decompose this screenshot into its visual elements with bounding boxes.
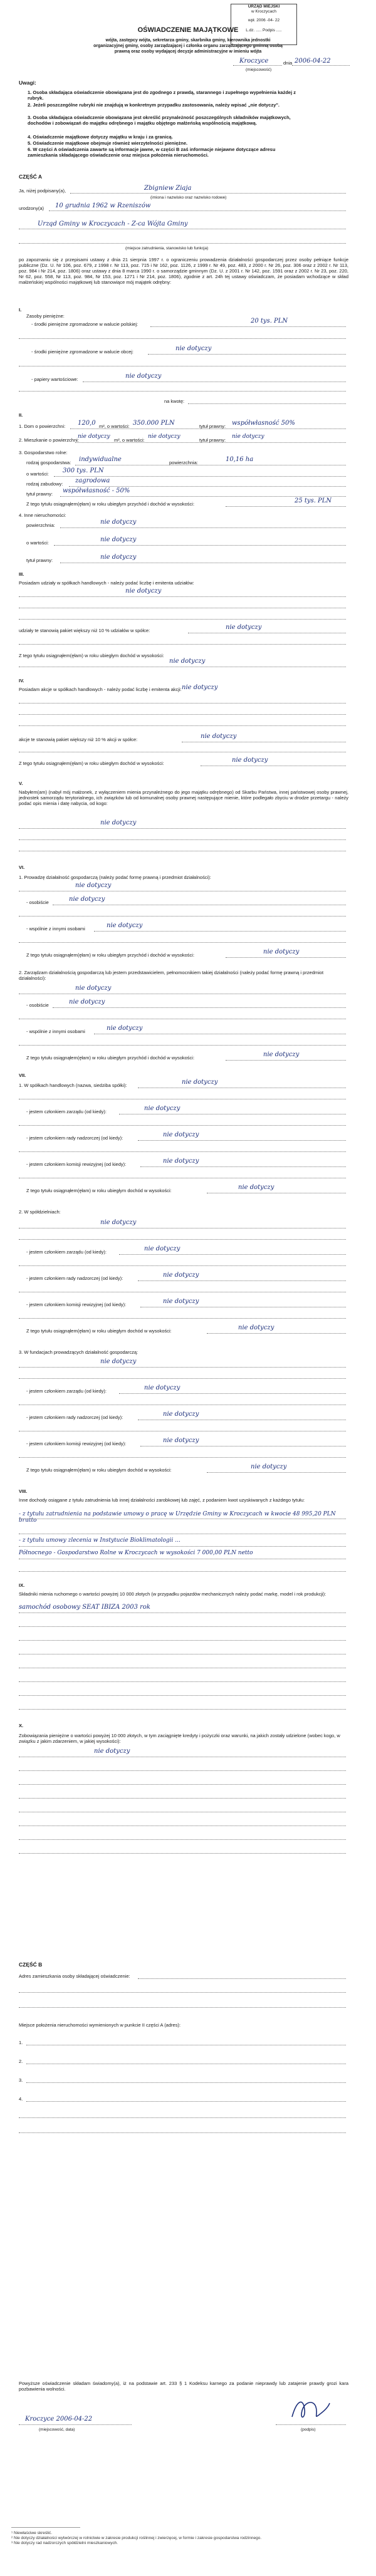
farm-title: współwłasność - 50% (63, 487, 130, 494)
companies-supervisory-value: nie dotyczy (163, 1131, 199, 1138)
farm-title-label: tytuł prawny: (26, 491, 53, 497)
legal-basis-text: po zapoznaniu się z przepisami ustawy z dnia 21 sierpnia 1997 r. o ograniczeniu prowadzenia działalności gospodarczej przez osoby pełniące funkcje publiczne (Dz. U. Nr 106, poz. 679, z 1998 r. Nr 113, poz. 715 i Nr 162, poz. 1126, z 1999 r. Nr 49, poz. 483, z 2000 r. Nr 26, poz. 306 oraz z 2002 r. Nr 113, poz. 984 i Nr 214, poz. 1806) oraz ustawy z dnia 8 marca 1990 r. o samorządzie gminnym (Dz. U. z 2001 r. Nr 142, poz. 1591 oraz z 2002 r. Nr 23, poz. 220, Nr 62, poz. 558, Nr 113, poz. 984, Nr 153, poz. 1271 i Nr 214, poz. 1806), zgodnie z art. 24h tej ustawy oświadczam, że posiadam wchodzące w skład małżeńskiej wspólności majątkowej lub stanowiące mój majątek odrębny: (19, 257, 348, 285)
business-alone-value: nie dotyczy (69, 896, 105, 903)
flat-label: 2. Mieszkanie o powierzchni: (19, 437, 79, 443)
declarant-label: Ja, niżej podpisany(a), (19, 188, 66, 194)
liabilities-value: nie dotyczy (94, 1748, 130, 1755)
management-joint-value: nie dotyczy (107, 1025, 143, 1032)
business-text: 1. Prowadzę działalność gospodarczą (należy podać formę prawną i przedmiot działalności): (19, 875, 211, 880)
workplace-value: Urząd Gminy w Kroczycach - Z-ca Wójta Gminy (38, 221, 188, 227)
business-joint-value: nie dotyczy (107, 922, 143, 929)
subtitle-line-1: wójta, zastępcy wójta, sekretarza gminy, skarbnika gminy, kierownika jednostki (105, 38, 271, 43)
property-item-1: 1. (19, 2040, 23, 2045)
acquired-text: Nabyłem(am) (nabył mój małżonek, z wyłączeniem mienia przynależnego do jego majątku odrębnego) od Skarbu Państwa, innej państwowej osoby prawnej, jednostek samorządu terytorialnego, ich związków lub od komunalnej osoby prawnej następujące mienie, które podlegało zbyciu w drodze przetargu - należy podać opis mienia i datę nabycia, od kogo: (19, 789, 348, 806)
companies-board-label: - jestem członkiem zarządu (od kiedy): (26, 1109, 107, 1114)
cooperatives-value: nie dotyczy (100, 1219, 137, 1226)
management-alone-label: - osobiście (26, 1002, 49, 1008)
foundations-audit-label: - jestem członkiem komisji rewizyjnej (od kiedy): (26, 1441, 127, 1446)
management-joint-label: - wspólnie z innymi osobami (26, 1029, 85, 1034)
flat-value: nie dotyczy (148, 434, 180, 440)
cooperatives-text: 2. W spółdzielniach: (19, 1209, 61, 1215)
movable-text: Składniki mienia ruchomego o wartości powyżej 10 000 złotych (w przypadku pojazdów mechanicznych należy podać markę, model i rok produkcji): (19, 1591, 326, 1597)
section-ix-title: IX. (19, 1582, 25, 1588)
companies-board-value: nie dotyczy (144, 1105, 180, 1112)
closing-statement: Powyższe oświadczenie składam świadomy(a), iż na podstawie art. 233 § 1 Kodeksu karnego za podanie nieprawdy lub zatajenie prawdy grozi kara pozbawienia wolności. (19, 2381, 348, 2392)
footnote-2: ² Nie dotyczy działalności wytwórczej w rolnictwie w zakresie produkcji roślinnej i zwierzęcej, w formie i zakresie gospodarstwa rodzinnego. (11, 2536, 262, 2540)
signature-mark (288, 2396, 332, 2423)
foundations-board-label: - jestem członkiem zarządu (od kiedy): (26, 1388, 107, 1394)
part-b-title: CZĘŚĆ B (19, 1961, 43, 1968)
securities-value: nie dotyczy (125, 373, 162, 380)
farm-area-label: powierzchnia: (169, 460, 198, 465)
note-1: 1. Osoba składająca oświadczenie obowiązana jest do zgodnego z prawdą, starannego i zupełnego wypełnienia każdej z rubryk. (28, 90, 296, 101)
document-title: OŚWIADCZENIE MAJĄTKOWE (137, 26, 239, 34)
movable-value: samochód osobowy SEAT IBIZA 2003 rok (19, 1604, 150, 1611)
foundations-supervisory-value: nie dotyczy (163, 1411, 199, 1418)
property-item-4: 4. (19, 2096, 23, 2102)
flat-title: nie dotyczy (232, 434, 264, 440)
farm-kind-label: rodzaj gospodarstwa: (26, 460, 71, 465)
cooperatives-board-value: nie dotyczy (144, 1245, 180, 1252)
house-value: 350.000 PLN (133, 420, 175, 427)
other-area-label: powierzchnia: (26, 522, 55, 528)
date-prefix: dnia (283, 60, 293, 66)
footnote-3: ³ Nie dotyczy rad nadzorczych spółdzielni mieszkaniowych. (11, 2541, 118, 2545)
management-value: nie dotyczy (75, 985, 112, 992)
section-x-title: X. (19, 1723, 24, 1728)
liabilities-text: Zobowiązania pieniężne o wartości powyżej 10 000 złotych, w tym zaciągnięte kredyty i pożyczki oraz warunki, na jakich zostały udzielone (wobec kogo, w związku z jakim zdarzeniem, w jakiej wysokości): (19, 1733, 340, 1744)
farm-value: 300 tys. PLN (63, 467, 104, 474)
note-5: 5. Oświadczenie majątkowe obejmuje również wierzytelności pieniężne. (28, 140, 188, 146)
farm-income-label: Z tego tytułu osiągnąłem(ęłam) w roku ubiegłym przychód i dochód w wysokości: (26, 501, 195, 507)
pln-value: 20 tys. PLN (251, 318, 288, 325)
house-value-label: m², o wartości: (99, 423, 130, 429)
house-label: 1. Dom o powierzchni: (19, 423, 66, 429)
footnotes (11, 2531, 362, 2546)
management-text: 2. Zarządzam działalnością gospodarczą lub jestem przedstawicielem, pełnomocnikiem takiej działalności (należy podać formę prawną i przedmiot działalności): (19, 970, 324, 981)
stocks-pct-value: nie dotyczy (201, 733, 237, 740)
farm-area: 10,16 ha (226, 456, 254, 463)
companies-text: 1. W spółkach handlowych (nazwa, siedziba spółki): (19, 1083, 127, 1088)
shares-pct-text: udziały te stanowią pakiet większy niż 10 % udziałów w spółce: (19, 628, 150, 633)
subtitle-line-3: prawną oraz osoby wydającej decyzje administracyjne w imieniu wójta (114, 49, 262, 54)
business-joint-label: - wspólnie z innymi osobami (26, 926, 85, 932)
section-i-title: I. (19, 307, 22, 313)
footnote-1: ¹ Niewłaściwe skreślić. (11, 2531, 53, 2535)
management-income-value: nie dotyczy (263, 1051, 300, 1058)
foundations-income-value: nie dotyczy (251, 1463, 287, 1470)
business-value: nie dotyczy (75, 882, 112, 889)
flat-title-label: tytuł prawny: (199, 437, 226, 443)
subtitle-line-2: organizacyjnej gminy, osoby zarządzającej i członka organu zarządzającego gminną osobą (93, 44, 283, 48)
amount-label: na kwotę: (164, 398, 185, 404)
other-property-label: 4. Inne nieruchomości: (19, 512, 66, 518)
note-2: 2. Jeżeli poszczególne rubryki nie znajdują w konkretnym przypadku zastosowania, należy wpisać „nie dotyczy". (28, 102, 280, 108)
fx-value: nie dotyczy (175, 345, 212, 352)
property-item-2: 2. (19, 2059, 23, 2064)
other-value-label: o wartości: (26, 540, 49, 546)
cooperatives-supervisory-label: - jestem członkiem rady nadzorczej (od kiedy): (26, 1275, 123, 1281)
stocks-value: nie dotyczy (182, 684, 218, 691)
born-value: 10 grudnia 1962 w Rzeniszów (55, 202, 151, 209)
section-iv-title: IV. (19, 678, 24, 683)
section-vi-title: VI. (19, 865, 25, 870)
cooperatives-board-label: - jestem członkiem zarządu (od kiedy): (26, 1249, 107, 1255)
note-4: 4. Oświadczenie majątkowe dotyczy majątku w kraju i za granicą. (28, 134, 173, 140)
stocks-income-value: nie dotyczy (232, 757, 268, 764)
stocks-pct-text: akcje te stanowią pakiet większy niż 10 % akcji w spółce: (19, 737, 138, 742)
other-value: nie dotyczy (100, 536, 137, 543)
foundations-value: nie dotyczy (100, 1358, 137, 1365)
flat-area: nie dotyczy (78, 434, 110, 440)
other-income-value-3: Północnego - Gospodarstwo Rolne w Kroczycach w wysokości 7 000,00 PLN netto (19, 1550, 253, 1556)
farm-kind: indywidualne (79, 456, 122, 463)
business-income-value: nie dotyczy (263, 948, 300, 955)
property-location-label: Miejsce położenia nieruchomości wymienionych w punkcie II części A (adres): (19, 2022, 181, 2028)
other-title-label: tytuł prawny: (26, 558, 53, 563)
signature-caption: (podpis) (301, 2428, 316, 2432)
address-label: Adres zamieszkania osoby składającej oświadczenie: (19, 1973, 130, 1979)
other-title: nie dotyczy (100, 554, 137, 561)
business-income-label: Z tego tytułu osiągnąłem(ęłam) w roku ubiegłym przychód i dochód w wysokości: (26, 952, 195, 958)
foundations-income-label: Z tego tytułu osiągnąłem(ęłam) w roku ubiegłym dochód w wysokości: (26, 1467, 172, 1473)
companies-income-value: nie dotyczy (238, 1184, 274, 1191)
declarant-name: Zbigniew Ziaja (144, 185, 192, 192)
management-alone-value: nie dotyczy (69, 999, 105, 1005)
stamp-line1: URZĄD MIEJSKI (248, 4, 280, 9)
fx-label: - środki pieniężne zgromadzone w walucie obcej: (31, 349, 134, 355)
section-vii-title: VII. (19, 1072, 26, 1078)
property-item-3: 3. (19, 2077, 23, 2083)
cooperatives-income-value: nie dotyczy (238, 1324, 274, 1331)
house-title-label: tytuł prawny: (199, 423, 226, 429)
section-v-title: V. (19, 781, 23, 786)
stocks-text: Posiadam akcje w spółkach handlowych - należy podać liczbę i emitenta akcji: (19, 687, 182, 692)
other-income-value-2: - z tytułu umowy zlecenia w Instytucie Bioklimatologii ... (19, 1537, 180, 1544)
farm-build: zagrodowa (75, 477, 110, 484)
shares-text: Posiadam udziały w spółkach handlowych - należy podać liczbę i emitenta udziałów: (19, 580, 194, 586)
companies-value: nie dotyczy (182, 1079, 218, 1086)
stocks-income-text: Z tego tytułu osiągnąłem(ęłam) w roku ubiegłym dochód w wysokości: (19, 761, 164, 766)
cooperatives-income-label: Z tego tytułu osiągnąłem(ęłam) w roku ubiegłym dochód w wysokości: (26, 1328, 172, 1334)
place-date-caption: (miejscowość, data) (39, 2428, 75, 2432)
note-3: 3. Osoba składająca oświadczenie obowiązana jest określić przynależność poszczególnych składników majątkowych, dochodów i zobowiązań do majątku odrębnego i majątku objętego małżeńską wspólnością majątkową. (28, 115, 291, 126)
date-value: 2006-04-22 (295, 58, 331, 65)
shares-value: nie dotyczy (125, 588, 162, 595)
section-ii-title: II. (19, 412, 23, 418)
foundations-supervisory-label: - jestem członkiem rady nadzorczej (od kiedy): (26, 1415, 123, 1420)
foundations-board-value: nie dotyczy (144, 1384, 180, 1391)
stamp-line4: L.dz. ..... Podpis ..... (246, 28, 282, 33)
companies-supervisory-label: - jestem członkiem rady nadzorczej (od kiedy): (26, 1135, 123, 1141)
born-label: urodzony(a) (19, 205, 44, 211)
farm-build-label: rodzaj zabudowy: (26, 481, 63, 487)
closing-place-date: Kroczyce 2006-04-22 (25, 2416, 93, 2423)
companies-audit-label: - jestem członkiem komisji rewizyjnej (od kiedy): (26, 1161, 127, 1167)
note-6: 6. W części A oświadczenia zawarte są informacje jawne, w części B zaś informacje niejawne dotyczące adresu zamieszkania składającego oświadczenie oraz miejsca położenia nieruchomości. (28, 147, 276, 158)
shares-pct-value: nie dotyczy (226, 624, 262, 631)
name-caption: (imiona i nazwisko oraz nazwisko rodowe) (150, 195, 227, 200)
workplace-caption: (miejsce zatrudnienia, stanowisko lub funkcja) (125, 246, 209, 251)
place-caption: (miejscowość) (246, 68, 272, 72)
stamp-line2: w Kroczycach (251, 9, 277, 14)
foundations-text: 3. W fundacjach prowadzących działalność gospodarczą: (19, 1349, 138, 1355)
farm-value-label: o wartości: (26, 471, 49, 477)
companies-income-label: Z tego tytułu osiągnąłem(ęłam) w roku ubiegłym dochód w wysokości: (26, 1188, 172, 1193)
pln-label: - środki pieniężne zgromadzone w walucie polskiej: (31, 321, 138, 327)
stamp-line3: wpł. 2006 -04- 22 (248, 18, 280, 23)
house-title: współwłasność 50% (232, 420, 295, 427)
other-income-text: Inne dochody osiągane z tytułu zatrudnienia lub innej działalności zarobkowej lub zajęć, z podaniem kwot uzyskiwanych z każdego tytułu: (19, 1497, 305, 1503)
cooperatives-audit-label: - jestem członkiem komisji rewizyjnej (od kiedy): (26, 1302, 127, 1307)
foundations-audit-value: nie dotyczy (163, 1437, 199, 1444)
house-area: 120,0 (78, 420, 96, 427)
acquired-value: nie dotyczy (100, 819, 137, 826)
cash-label: Zasoby pieniężne: (26, 313, 65, 319)
other-area: nie dotyczy (100, 519, 137, 526)
section-viii-title: VIII. (19, 1488, 28, 1494)
section-iii-title: III. (19, 571, 24, 577)
cooperatives-audit-value: nie dotyczy (163, 1298, 199, 1305)
farm-income: 25 tys. PLN (295, 497, 332, 504)
farm-label: 3. Gospodarstwo rolne: (19, 450, 68, 455)
notes-title: Uwagi: (19, 80, 36, 86)
other-income-value-1: - z tytułu zatrudnienia na podstawie umowy o pracę w Urzędzie Gminy w Kroczycach w kwocie 48 995,20 PLN brutto (19, 1511, 336, 1524)
cooperatives-supervisory-value: nie dotyczy (163, 1272, 199, 1279)
companies-audit-value: nie dotyczy (163, 1158, 199, 1165)
place-value: Kroczyce (239, 58, 269, 65)
flat-value-label: m², o wartości: (114, 437, 145, 443)
shares-income-value: nie dotyczy (169, 658, 206, 665)
securities-label: - papiery wartościowe: (31, 377, 78, 382)
business-alone-label: - osobiście (26, 900, 49, 905)
part-a-title: CZĘŚĆ A (19, 174, 42, 180)
shares-income-text: Z tego tytułu osiągnąłem(ęłam) w roku ubiegłym dochód w wysokości: (19, 653, 164, 658)
management-income-label: Z tego tytułu osiągnąłem(ęłam) w roku ubiegłym przychód i dochód w wysokości: (26, 1055, 195, 1061)
